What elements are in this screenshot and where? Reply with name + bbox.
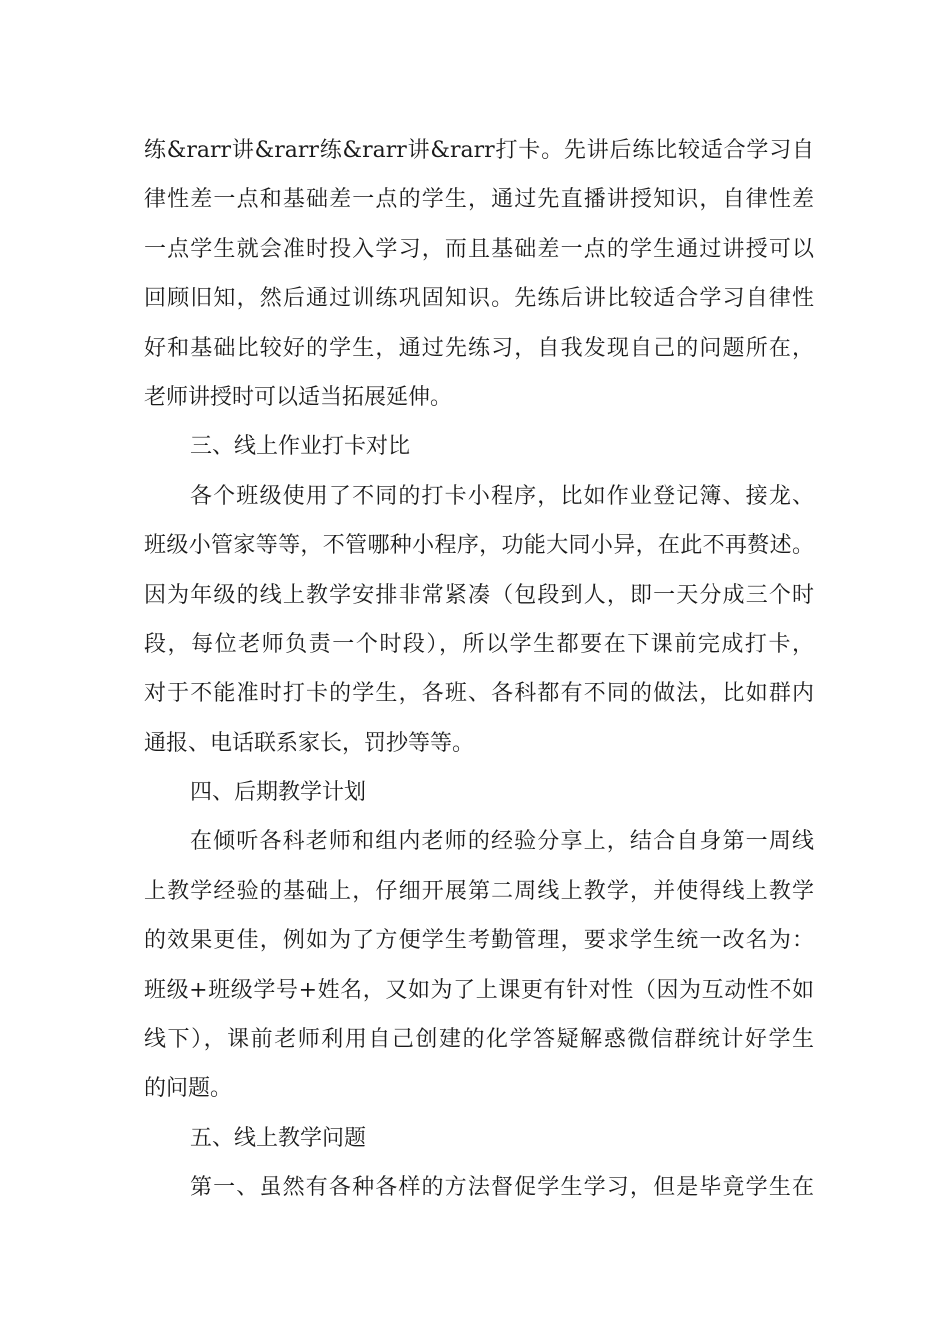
text-line: 练&rarr讲&rarr练&rarr讲&rarr打卡。先讲后练比较适合学习自	[144, 138, 814, 163]
paragraph-first-line: 各个班级使用了不同的打卡小程序，比如作业登记簿、接龙、	[190, 483, 814, 509]
text-line: 线下），课前老师利用自己创建的化学答疑解惑微信群统计好学生	[144, 1027, 814, 1053]
text-line: 通报、电话联系家长，罚抄等等。	[144, 730, 475, 756]
text-line: 律性差一点和基础差一点的学生，通过先直播讲授知识，自律性差	[144, 187, 814, 213]
text-line: 因为年级的线上教学安排非常紧凑（包段到人，即一天分成三个时	[144, 582, 814, 608]
text-line: 好和基础比较好的学生，通过先练习，自我发现自己的问题所在，	[144, 335, 814, 361]
paragraph-first-line: 在倾听各科老师和组内老师的经验分享上，结合自身第一周线	[190, 829, 814, 855]
text-line: 班级+班级学号+姓名，又如为了上课更有针对性（因为互动性不如	[144, 977, 814, 1003]
text-line: 的问题。	[144, 1076, 233, 1102]
text-line: 上教学经验的基础上，仔细开展第二周线上教学，并使得线上教学	[144, 878, 814, 904]
paragraph-first-line: 五、线上教学问题	[190, 1125, 367, 1151]
text-line: 的效果更佳，例如为了方便学生考勤管理，要求学生统一改名为：	[144, 928, 814, 954]
text-line: 回顾旧知，然后通过训练巩固知识。先练后讲比较适合学习自律性	[144, 286, 814, 312]
paragraph-first-line: 第一、虽然有各种各样的方法督促学生学习，但是毕竟学生在	[190, 1175, 814, 1201]
text-line: 一点学生就会准时投入学习，而且基础差一点的学生通过讲授可以	[144, 236, 814, 262]
paragraph-first-line: 四、后期教学计划	[190, 780, 367, 806]
text-line: 班级小管家等等，不管哪种小程序，功能大同小异，在此不再赘述。	[144, 533, 814, 559]
document-body	[144, 133, 814, 1220]
text-line: 对于不能准时打卡的学生，各班、各科都有不同的做法，比如群内	[144, 681, 814, 707]
paragraph-first-line: 三、线上作业打卡对比	[190, 434, 411, 460]
text-line: 老师讲授时可以适当拓展延伸。	[144, 384, 453, 410]
text-line: 段，每位老师负责一个时段），所以学生都要在下课前完成打卡，	[144, 631, 814, 657]
